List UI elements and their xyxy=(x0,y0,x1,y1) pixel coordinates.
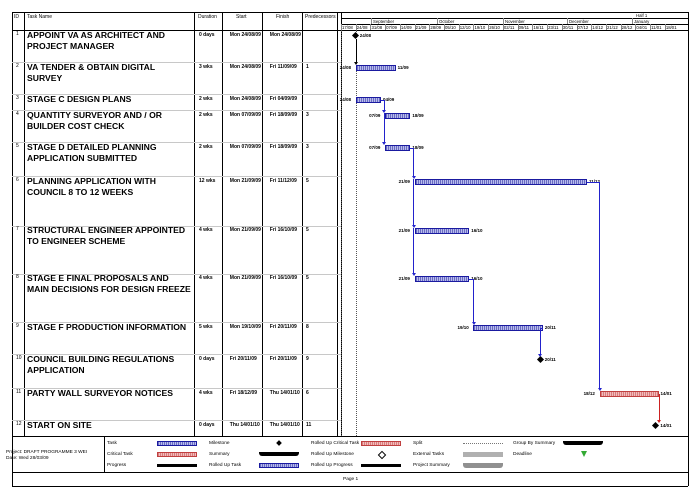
timescale-week: 09/11 xyxy=(518,25,530,30)
task-start: Thu 14/01/10 xyxy=(229,422,260,428)
task-start: Mon 24/08/09 xyxy=(229,96,261,102)
timescale-week: 07/12 xyxy=(577,25,589,30)
dependency-link xyxy=(384,100,385,110)
task-bar[interactable] xyxy=(473,325,542,331)
month-divider xyxy=(567,18,568,24)
dependency-link xyxy=(413,148,414,176)
task-finish: Fri 16/10/09 xyxy=(269,275,298,281)
task-start: Mon 19/10/09 xyxy=(229,324,261,330)
task-predecessors: 5 xyxy=(306,275,309,281)
legend-label: Split xyxy=(413,441,423,446)
task-finish: Thu 14/01/10 xyxy=(269,422,300,428)
task-finish: Thu 14/01/10 xyxy=(269,390,300,396)
month-divider xyxy=(632,18,633,24)
task-finish: Fri 18/09/09 xyxy=(269,112,298,118)
timescale-week: 19/10 xyxy=(474,25,486,30)
legend-label: Summary xyxy=(209,452,230,457)
task-start: Mon 07/09/09 xyxy=(229,144,261,150)
legend-label: Rolled Up Milestone xyxy=(311,452,354,457)
task-bar[interactable] xyxy=(415,228,470,234)
task-start: Mon 24/08/09 xyxy=(229,64,261,70)
legend-label: Deadline xyxy=(513,452,532,457)
task-name: PARTY WALL SURVEYOR NOTICES xyxy=(27,388,173,398)
task-duration: 2 wks xyxy=(199,96,213,102)
bar-start-label: 07/09 xyxy=(369,113,381,118)
task-predecessors: 3 xyxy=(306,112,309,118)
dependency-arrow xyxy=(354,62,358,65)
task-duration: 2 wks xyxy=(199,144,213,150)
task-name: QUANTITY SURVEYOR AND / OR BUILDER COST CHECK xyxy=(27,110,162,131)
legend-label: External Tasks xyxy=(413,452,445,457)
task-start: Mon 07/09/09 xyxy=(229,112,261,118)
legend-task-symbol xyxy=(157,441,197,446)
timescale-week: 12/10 xyxy=(459,25,471,30)
bar-end-label: 16/10 xyxy=(471,228,483,233)
bar-start-label: 07/09 xyxy=(369,145,381,150)
month-divider xyxy=(437,18,438,24)
legend-rolled-milestone-symbol xyxy=(378,451,386,459)
task-predecessors: 6 xyxy=(306,390,309,396)
task-finish: Fri 18/09/09 xyxy=(269,144,298,150)
task-duration: 4 wks xyxy=(199,390,213,396)
task-finish: Fri 04/09/09 xyxy=(269,96,298,102)
task-name: STAGE C DESIGN PLANS xyxy=(27,94,132,104)
task-duration: 0 days xyxy=(199,356,215,362)
timescale-week: 11/01 xyxy=(651,25,662,30)
task-finish: Fri 20/11/09 xyxy=(269,356,297,362)
legend-progress-symbol xyxy=(157,464,197,467)
predecessors-column-header[interactable]: Predecessors xyxy=(305,14,336,20)
table-bottom xyxy=(12,436,688,437)
task-start: Mon 21/09/09 xyxy=(229,275,261,281)
timescale-week: 04/01 xyxy=(636,25,648,30)
task-id: 6 xyxy=(16,177,19,183)
bar-end-label: 11/12 xyxy=(589,179,601,184)
task-start: Mon 21/09/09 xyxy=(229,178,261,184)
timescale-week: 14/09 xyxy=(400,25,412,30)
timescale-week: 17/08 xyxy=(342,25,353,30)
project-name: Project: DRAFT PROGRAMME 3 WEI xyxy=(6,450,88,455)
legend-split-symbol xyxy=(463,443,503,444)
task-predecessors: 3 xyxy=(306,144,309,150)
dependency-arrow xyxy=(382,142,386,145)
legend-label: Rolled Up Critical Task xyxy=(311,441,360,446)
legend-summary-symbol xyxy=(259,452,299,456)
legend-deadline-symbol xyxy=(581,451,587,457)
timescale-week: 24/08 xyxy=(356,25,368,30)
bar-start-label: 24/08 xyxy=(339,65,351,70)
timescale-week: 07/09 xyxy=(386,25,397,30)
task-finish: Fri 20/11/09 xyxy=(269,324,297,330)
bar-start-label: 21/09 xyxy=(398,276,410,281)
bar-start-label: 24/08 xyxy=(339,97,351,102)
task-finish: Fri 16/10/09 xyxy=(269,227,298,233)
dependency-link xyxy=(384,113,385,142)
timescale-week: 31/08 xyxy=(371,25,383,30)
timescale-week: 26/10 xyxy=(489,25,500,30)
task-id: 7 xyxy=(16,226,19,232)
task-predecessors: 9 xyxy=(306,356,309,362)
task-bar[interactable] xyxy=(385,145,410,151)
task-name: STAGE F PRODUCTION INFORMATION xyxy=(27,322,187,332)
task-name: COUNCIL BUILDING REGULATIONS APPLICATION xyxy=(27,354,175,375)
frame-side xyxy=(688,12,689,486)
task-id: 2 xyxy=(16,63,19,69)
bar-end-label: 14/01 xyxy=(660,391,672,396)
timescale-week: 14/12 xyxy=(592,25,603,30)
task-start: Mon 24/08/09 xyxy=(229,32,261,38)
legend-task-symbol xyxy=(259,463,299,468)
id-column-header[interactable]: ID xyxy=(14,14,19,20)
task-finish: Mon 24/08/09 xyxy=(269,32,301,38)
task-bar[interactable] xyxy=(356,65,396,71)
timescale-week: 21/12 xyxy=(606,25,618,30)
task-duration: 2 wks xyxy=(199,112,213,118)
legend-label: Critical Task xyxy=(107,452,133,457)
legend-label: Rolled Up Task xyxy=(209,463,242,468)
dependency-arrow xyxy=(472,322,476,325)
page-number: Page 1 xyxy=(343,477,359,482)
task-predecessors: 11 xyxy=(306,422,312,428)
week-gridline xyxy=(356,30,357,436)
legend-external-symbol xyxy=(463,452,503,457)
timescale-week: 05/10 xyxy=(445,25,456,30)
milestone-date-label: 24/08 xyxy=(359,33,371,38)
task-duration: 3 wks xyxy=(199,64,213,70)
legend-bottom xyxy=(12,472,688,473)
task-id: 8 xyxy=(16,274,19,280)
bar-start-label: 21/09 xyxy=(398,228,410,233)
task-name: STAGE D DETAILED PLANNING APPLICATION SUBMITTED xyxy=(27,142,157,163)
task-name: VA TENDER & OBTAIN DIGITAL SURVEY xyxy=(27,62,155,83)
timescale-month: January xyxy=(634,19,650,24)
project-date: Date: Wed 28/03/09 xyxy=(6,456,49,461)
legend-progress-symbol xyxy=(361,464,401,467)
timescale-month: December xyxy=(569,19,589,24)
critical-task-bar[interactable] xyxy=(600,391,659,397)
task-name-column-header[interactable]: Task Name xyxy=(27,14,53,20)
timescale-week: 23/11 xyxy=(548,25,559,30)
bar-end-label: 16/10 xyxy=(471,276,483,281)
legend-label: Task xyxy=(107,441,117,446)
dependency-link xyxy=(413,228,414,273)
dependency-link xyxy=(659,394,660,420)
task-name: STAGE E FINAL PROPOSALS AND MAIN DECISIONS FOR DESIGN FREEZE xyxy=(27,273,191,294)
task-id: 5 xyxy=(16,143,19,149)
timescale-week: 16/11 xyxy=(533,25,544,30)
legend-milestone-symbol xyxy=(276,440,282,446)
task-duration: 0 days xyxy=(199,32,215,38)
legend-critical-symbol xyxy=(157,452,197,457)
milestone-marker[interactable] xyxy=(537,356,544,363)
milestone-marker[interactable] xyxy=(652,422,659,429)
start-column-header[interactable]: Start xyxy=(236,14,247,20)
dependency-link xyxy=(356,39,357,62)
legend-label: Group By Summary xyxy=(513,441,556,446)
milestone-date-label: 14/01 xyxy=(660,423,672,428)
task-id: 12 xyxy=(16,421,22,427)
bar-end-label: 18/09 xyxy=(412,145,424,150)
task-start: Mon 21/09/09 xyxy=(229,227,261,233)
task-start: Fri 20/11/09 xyxy=(229,356,257,362)
task-duration: 0 days xyxy=(199,422,215,428)
dependency-arrow xyxy=(657,420,661,423)
task-bar[interactable] xyxy=(385,113,410,119)
timescale-week: 02/11 xyxy=(503,25,515,30)
finish-column-header[interactable]: Finish xyxy=(276,14,290,20)
timescale-week: 21/09 xyxy=(415,25,427,30)
bar-start-label: 21/09 xyxy=(398,179,410,184)
dependency-link xyxy=(413,179,414,225)
task-duration: 5 wks xyxy=(199,324,213,330)
task-predecessors: 5 xyxy=(306,227,309,233)
dependency-link xyxy=(473,279,474,322)
dependency-arrow xyxy=(538,354,542,357)
task-bar[interactable] xyxy=(356,97,381,103)
bar-start-label: 19/10 xyxy=(457,325,469,330)
task-name: START ON SITE xyxy=(27,420,92,430)
legend-label: Progress xyxy=(107,463,127,468)
timescale-week: 18/01 xyxy=(665,25,677,30)
timescale-month: October xyxy=(439,19,455,24)
task-predecessors: 5 xyxy=(306,178,309,184)
legend-label: Project Summary xyxy=(413,463,450,468)
task-name: PLANNING APPLICATION WITH COUNCIL 8 TO 12 WEEKS xyxy=(27,176,156,197)
dependency-link xyxy=(587,182,599,183)
legend-project-summary-symbol xyxy=(463,463,503,468)
timescale-half: Half 1 xyxy=(636,13,648,18)
task-id: 4 xyxy=(16,111,19,117)
task-predecessors: 8 xyxy=(306,324,309,330)
duration-column-header[interactable]: Duration xyxy=(198,14,217,20)
task-predecessors: 1 xyxy=(306,64,309,70)
frame-bottom xyxy=(12,486,688,487)
task-duration: 12 wks xyxy=(199,178,216,184)
task-id: 10 xyxy=(16,355,22,361)
bar-start-label: 18/12 xyxy=(583,391,595,396)
bar-end-label: 20/11 xyxy=(544,325,556,330)
week-gridline xyxy=(341,30,342,436)
timescale-month: November xyxy=(505,19,525,24)
frame-top xyxy=(12,12,688,13)
task-duration: 4 wks xyxy=(199,227,213,233)
task-id: 3 xyxy=(16,95,19,101)
legend-label: Rolled Up Progress xyxy=(311,463,353,468)
legend-divider xyxy=(104,436,105,472)
task-id: 1 xyxy=(16,31,19,37)
milestone-marker[interactable] xyxy=(352,32,359,39)
dependency-arrow xyxy=(412,273,416,276)
task-duration: 4 wks xyxy=(199,275,213,281)
bar-end-label: 04/09 xyxy=(382,97,395,102)
task-bar[interactable] xyxy=(415,179,587,185)
task-bar[interactable] xyxy=(415,276,470,282)
dependency-arrow xyxy=(598,388,602,391)
bar-end-label: 18/09 xyxy=(412,113,424,118)
legend-critical-symbol xyxy=(361,441,401,446)
timescale-week: 30/11 xyxy=(562,25,574,30)
legend-label: Milestone xyxy=(209,441,230,446)
timescale-month: September xyxy=(373,19,395,24)
task-name: STRUCTURAL ENGINEER APPOINTED TO ENGINEER SCHEME xyxy=(27,225,186,246)
task-id: 11 xyxy=(16,389,22,395)
task-id: 9 xyxy=(16,323,19,329)
timescale-week: 28/12 xyxy=(621,25,633,30)
bar-end-label: 11/09 xyxy=(397,65,409,70)
legend-group-summary-symbol xyxy=(563,441,603,445)
dependency-link xyxy=(540,328,541,354)
task-name: APPOINT VA AS ARCHITECT AND PROJECT MANAGER xyxy=(27,30,165,51)
timescale-week: 28/09 xyxy=(430,25,442,30)
task-finish: Fri 11/12/09 xyxy=(269,178,297,184)
dependency-link xyxy=(599,182,600,388)
task-start: Fri 18/12/09 xyxy=(229,390,258,396)
task-finish: Fri 11/09/09 xyxy=(269,64,297,70)
milestone-date-label: 20/11 xyxy=(544,357,556,362)
